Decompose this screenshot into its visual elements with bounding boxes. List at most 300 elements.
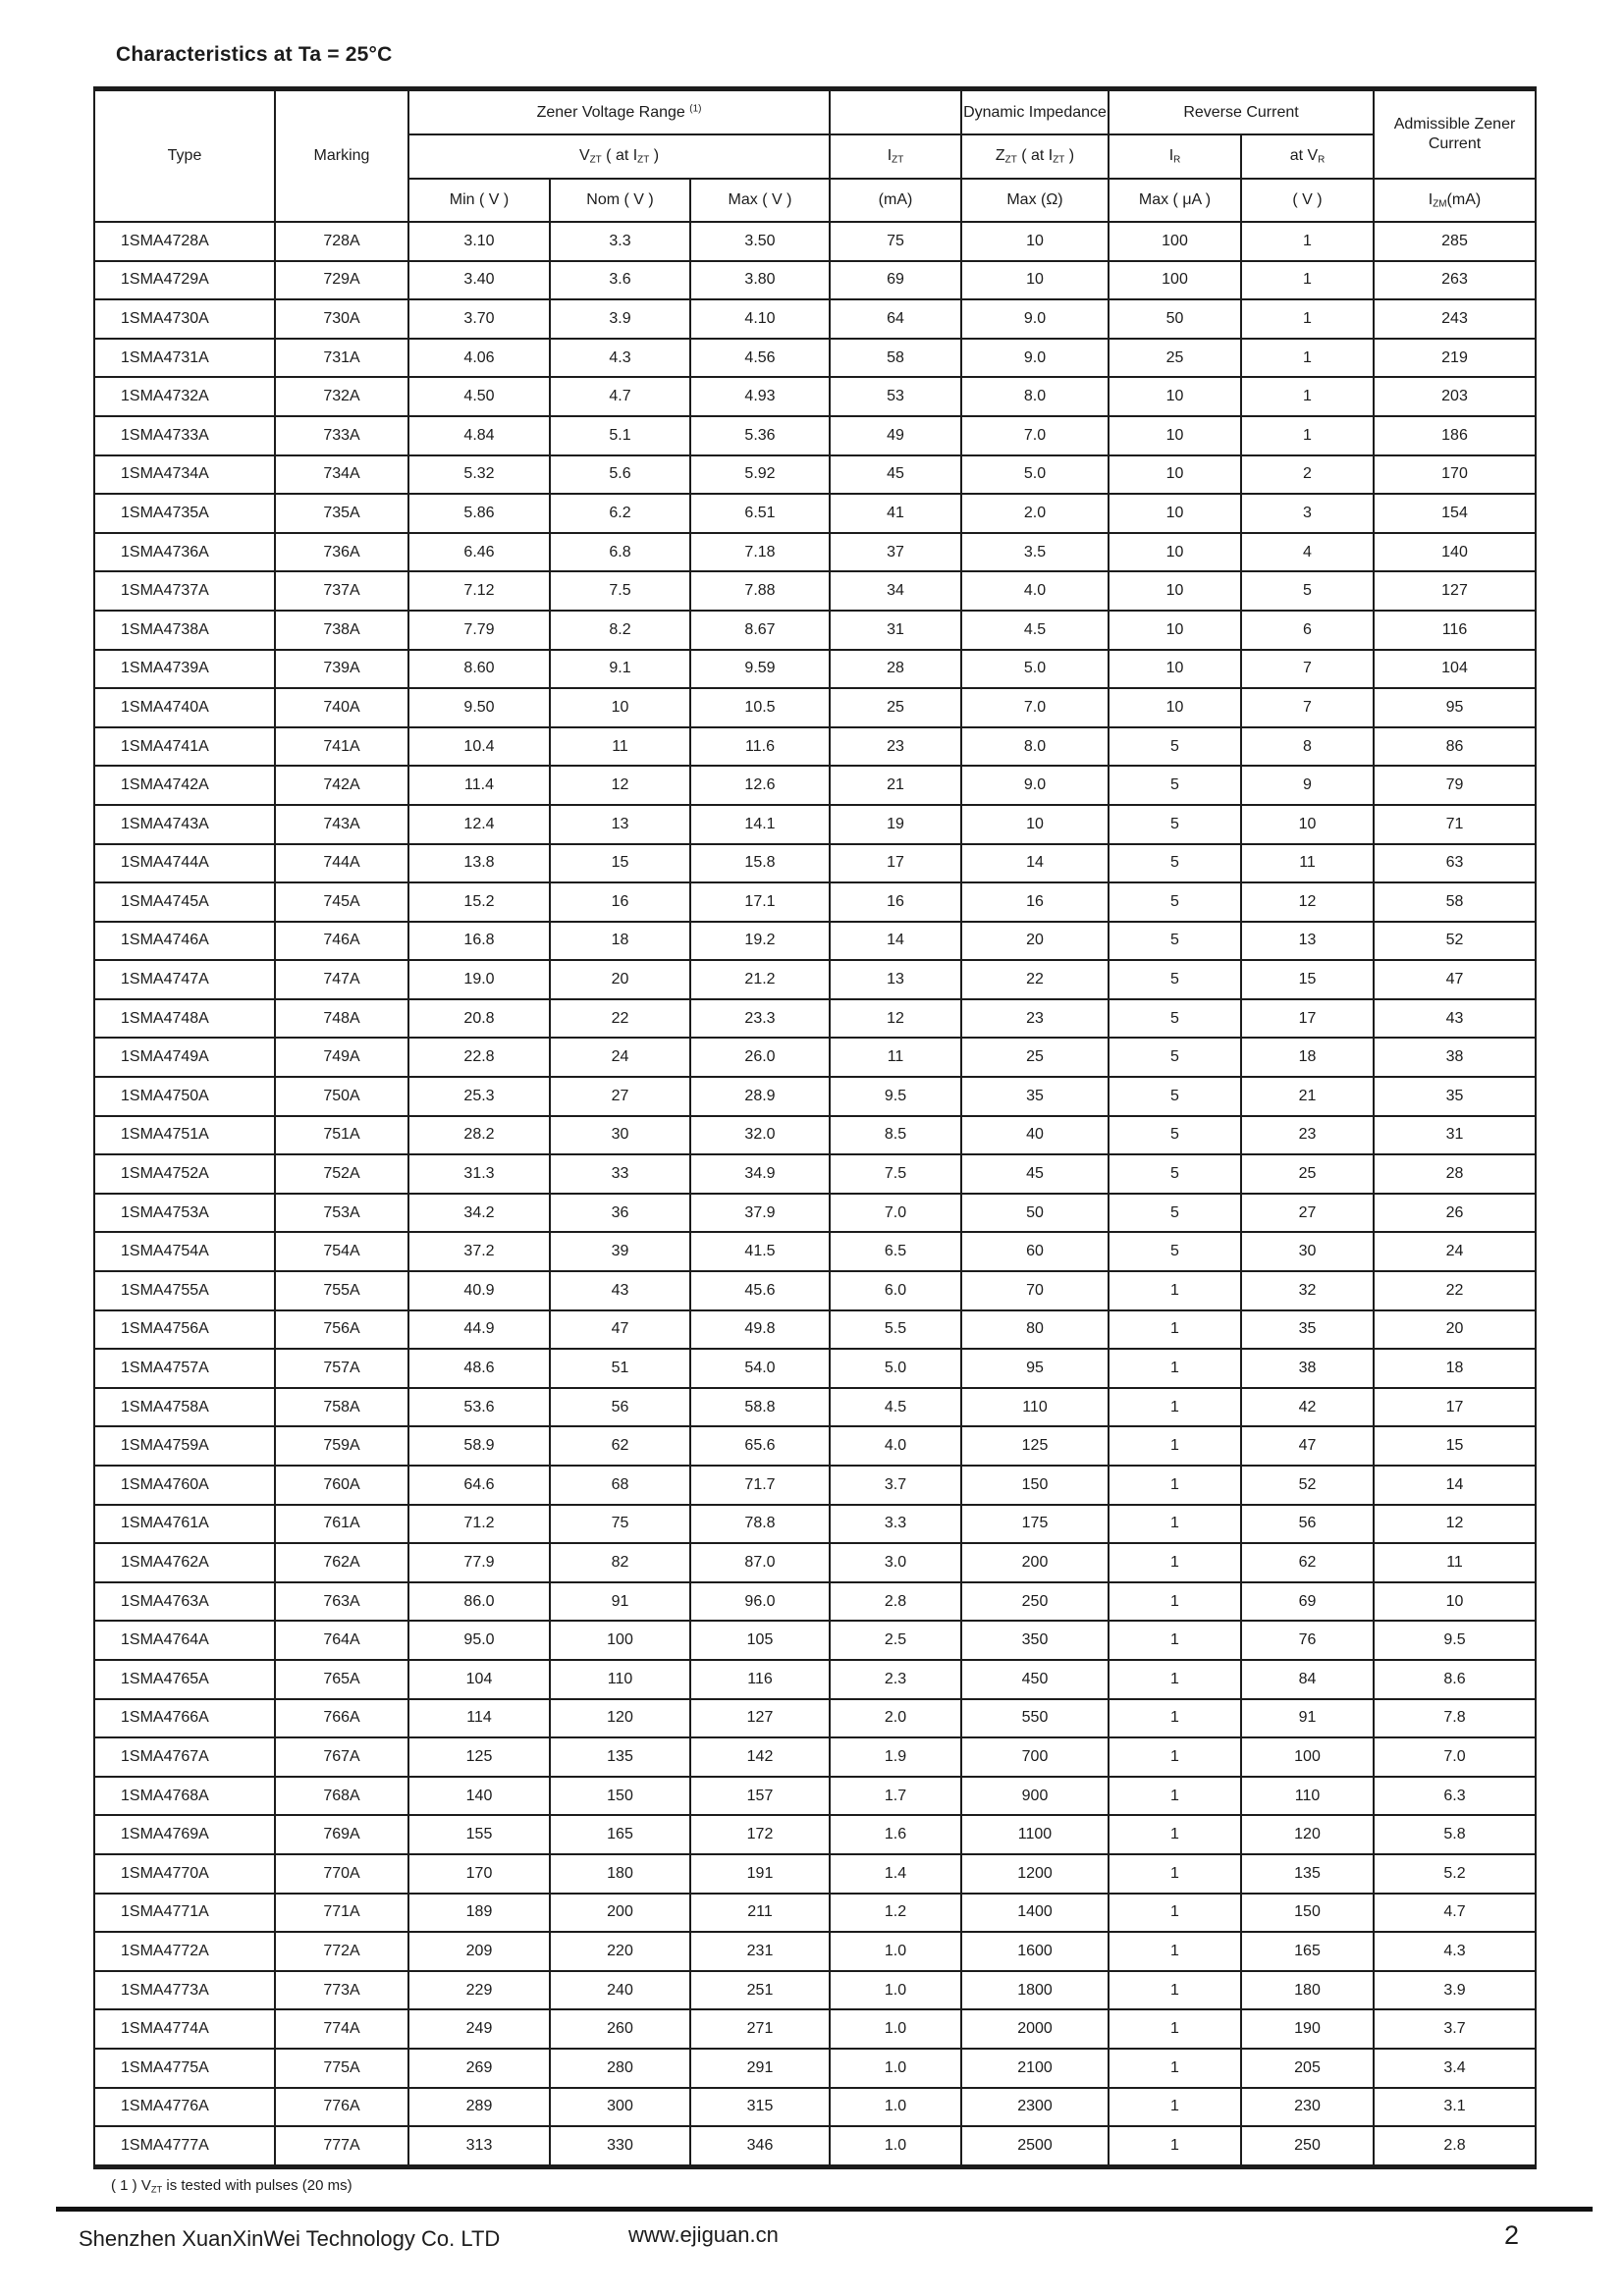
cell-vr-v: 7 (1241, 688, 1374, 727)
cell-izm-ma: 79 (1374, 766, 1536, 805)
cell-zzt-max-ohm: 50 (961, 1194, 1109, 1233)
cell-izm-ma: 5.2 (1374, 1854, 1536, 1894)
cell-vr-v: 12 (1241, 882, 1374, 922)
cell-vr-v: 21 (1241, 1077, 1374, 1116)
cell-vr-v: 38 (1241, 1349, 1374, 1388)
header-max-v: Max ( V ) (690, 179, 830, 222)
cell-izm-ma: 71 (1374, 805, 1536, 844)
footer-company-name: Shenzhen XuanXinWei Technology Co. LTD (79, 2226, 501, 2251)
footnote: ( 1 ) $V_{ZT}$ is tested with pulses (20 ms) (111, 2177, 352, 2195)
cell-zzt-max-ohm: 450 (961, 1660, 1109, 1699)
cell-izm-ma: 14 (1374, 1466, 1536, 1505)
cell-type: 1SMA4730A (94, 299, 275, 339)
cell-marking: 730A (275, 299, 408, 339)
cell-marking: 767A (275, 1737, 408, 1777)
cell-marking: 771A (275, 1894, 408, 1933)
cell-marking: 742A (275, 766, 408, 805)
cell-min-v: 155 (408, 1815, 550, 1854)
cell-ir-max-ua: 5 (1109, 727, 1241, 767)
cell-marking: 731A (275, 339, 408, 378)
cell-max-v: 5.36 (690, 416, 830, 455)
cell-ir-max-ua: 5 (1109, 1154, 1241, 1194)
cell-type: 1SMA4767A (94, 1737, 275, 1777)
cell-ir-max-ua: 1 (1109, 2049, 1241, 2088)
cell-zzt-max-ohm: 23 (961, 999, 1109, 1039)
cell-vr-v: 3 (1241, 494, 1374, 533)
table-row (94, 1426, 1536, 1466)
cell-vr-v: 5 (1241, 571, 1374, 611)
cell-vr-v: 15 (1241, 960, 1374, 999)
cell-nom-v: 8.2 (550, 611, 690, 650)
cell-max-v: 71.7 (690, 1466, 830, 1505)
cell-max-v: 4.10 (690, 299, 830, 339)
cell-zzt-max-ohm: 9.0 (961, 299, 1109, 339)
table-row (94, 1349, 1536, 1388)
cell-marking: 777A (275, 2126, 408, 2166)
cell-vr-v: 42 (1241, 1388, 1374, 1427)
cell-izt-ma: 2.3 (830, 1660, 961, 1699)
cell-nom-v: 120 (550, 1699, 690, 1738)
cell-ir-max-ua: 1 (1109, 2088, 1241, 2127)
cell-izm-ma: 203 (1374, 377, 1536, 416)
cell-ir-max-ua: 5 (1109, 882, 1241, 922)
cell-vr-v: 135 (1241, 1854, 1374, 1894)
cell-vr-v: 30 (1241, 1232, 1374, 1271)
cell-ir-max-ua: 100 (1109, 261, 1241, 300)
header-izt: $I_{ZT}$ (830, 134, 961, 179)
cell-nom-v: 20 (550, 960, 690, 999)
cell-type: 1SMA4768A (94, 1777, 275, 1816)
cell-max-v: 346 (690, 2126, 830, 2166)
cell-zzt-max-ohm: 10 (961, 261, 1109, 300)
header-izt-unit: (mA) (830, 179, 961, 222)
cell-type: 1SMA4746A (94, 922, 275, 961)
cell-max-v: 32.0 (690, 1116, 830, 1155)
cell-izt-ma: 2.0 (830, 1699, 961, 1738)
cell-izt-ma: 3.3 (830, 1505, 961, 1544)
cell-min-v: 53.6 (408, 1388, 550, 1427)
cell-izm-ma: 58 (1374, 882, 1536, 922)
cell-izt-ma: 1.0 (830, 1971, 961, 2010)
cell-marking: 750A (275, 1077, 408, 1116)
cell-vr-v: 180 (1241, 1971, 1374, 2010)
cell-izt-ma: 17 (830, 844, 961, 883)
cell-izm-ma: 219 (1374, 339, 1536, 378)
cell-ir-max-ua: 10 (1109, 650, 1241, 689)
cell-nom-v: 3.9 (550, 299, 690, 339)
cell-ir-max-ua: 1 (1109, 1310, 1241, 1350)
cell-min-v: 40.9 (408, 1271, 550, 1310)
table-row (94, 1971, 1536, 2010)
cell-marking: 734A (275, 455, 408, 495)
cell-zzt-max-ohm: 40 (961, 1116, 1109, 1155)
table-row (94, 1932, 1536, 1971)
table-row (94, 727, 1536, 767)
cell-min-v: 6.46 (408, 533, 550, 572)
cell-min-v: 8.60 (408, 650, 550, 689)
cell-min-v: 15.2 (408, 882, 550, 922)
cell-izt-ma: 31 (830, 611, 961, 650)
cell-min-v: 4.06 (408, 339, 550, 378)
cell-izm-ma: 140 (1374, 533, 1536, 572)
table-header (94, 89, 1536, 223)
cell-marking: 763A (275, 1582, 408, 1622)
cell-ir-max-ua: 5 (1109, 1116, 1241, 1155)
cell-marking: 738A (275, 611, 408, 650)
table-row (94, 1543, 1536, 1582)
cell-min-v: 95.0 (408, 1621, 550, 1660)
cell-type: 1SMA4737A (94, 571, 275, 611)
table-row (94, 416, 1536, 455)
cell-ir-max-ua: 1 (1109, 1271, 1241, 1310)
cell-izt-ma: 5.0 (830, 1349, 961, 1388)
cell-zzt-max-ohm: 350 (961, 1621, 1109, 1660)
cell-izm-ma: 4.7 (1374, 1894, 1536, 1933)
cell-nom-v: 18 (550, 922, 690, 961)
cell-type: 1SMA4763A (94, 1582, 275, 1622)
table-row (94, 494, 1536, 533)
footer-page-number: 2 (1504, 2220, 1520, 2250)
cell-izm-ma: 38 (1374, 1038, 1536, 1077)
cell-izt-ma: 14 (830, 922, 961, 961)
cell-vr-v: 69 (1241, 1582, 1374, 1622)
table-row (94, 1699, 1536, 1738)
table-row (94, 455, 1536, 495)
cell-type: 1SMA4734A (94, 455, 275, 495)
cell-marking: 756A (275, 1310, 408, 1350)
cell-ir-max-ua: 10 (1109, 533, 1241, 572)
table-row (94, 1815, 1536, 1854)
cell-nom-v: 240 (550, 1971, 690, 2010)
cell-izt-ma: 1.4 (830, 1854, 961, 1894)
cell-vr-v: 1 (1241, 377, 1374, 416)
table-row (94, 2009, 1536, 2049)
cell-izt-ma: 3.0 (830, 1543, 961, 1582)
cell-marking: 741A (275, 727, 408, 767)
cell-min-v: 10.4 (408, 727, 550, 767)
cell-izm-ma: 104 (1374, 650, 1536, 689)
cell-nom-v: 56 (550, 1388, 690, 1427)
cell-izm-ma: 28 (1374, 1154, 1536, 1194)
cell-izm-ma: 3.4 (1374, 2049, 1536, 2088)
cell-max-v: 26.0 (690, 1038, 830, 1077)
cell-vr-v: 110 (1241, 1777, 1374, 1816)
cell-max-v: 315 (690, 2088, 830, 2127)
cell-zzt-max-ohm: 10 (961, 222, 1109, 261)
cell-marking: 772A (275, 1932, 408, 1971)
cell-type: 1SMA4733A (94, 416, 275, 455)
cell-type: 1SMA4750A (94, 1077, 275, 1116)
cell-max-v: 142 (690, 1737, 830, 1777)
cell-vr-v: 6 (1241, 611, 1374, 650)
cell-nom-v: 6.2 (550, 494, 690, 533)
cell-max-v: 4.93 (690, 377, 830, 416)
header-marking: Marking (275, 89, 408, 223)
cell-ir-max-ua: 10 (1109, 377, 1241, 416)
cell-nom-v: 9.1 (550, 650, 690, 689)
cell-nom-v: 4.3 (550, 339, 690, 378)
cell-type: 1SMA4738A (94, 611, 275, 650)
cell-zzt-max-ohm: 60 (961, 1232, 1109, 1271)
cell-nom-v: 5.6 (550, 455, 690, 495)
cell-min-v: 4.50 (408, 377, 550, 416)
cell-ir-max-ua: 1 (1109, 1777, 1241, 1816)
cell-type: 1SMA4774A (94, 2009, 275, 2049)
cell-vr-v: 25 (1241, 1154, 1374, 1194)
cell-izt-ma: 4.0 (830, 1426, 961, 1466)
cell-max-v: 21.2 (690, 960, 830, 999)
cell-vr-v: 205 (1241, 2049, 1374, 2088)
cell-izt-ma: 9.5 (830, 1077, 961, 1116)
table-row (94, 1777, 1536, 1816)
cell-izm-ma: 154 (1374, 494, 1536, 533)
cell-type: 1SMA4755A (94, 1271, 275, 1310)
cell-type: 1SMA4735A (94, 494, 275, 533)
cell-type: 1SMA4752A (94, 1154, 275, 1194)
table-row (94, 2088, 1536, 2127)
cell-vr-v: 4 (1241, 533, 1374, 572)
cell-nom-v: 330 (550, 2126, 690, 2166)
cell-izm-ma: 4.3 (1374, 1932, 1536, 1971)
cell-izm-ma: 6.3 (1374, 1777, 1536, 1816)
cell-marking: 739A (275, 650, 408, 689)
cell-marking: 728A (275, 222, 408, 261)
cell-nom-v: 13 (550, 805, 690, 844)
cell-izt-ma: 6.5 (830, 1232, 961, 1271)
cell-izm-ma: 3.1 (1374, 2088, 1536, 2127)
cell-min-v: 44.9 (408, 1310, 550, 1350)
cell-vr-v: 1 (1241, 416, 1374, 455)
cell-type: 1SMA4749A (94, 1038, 275, 1077)
cell-marking: 753A (275, 1194, 408, 1233)
cell-nom-v: 16 (550, 882, 690, 922)
cell-nom-v: 200 (550, 1894, 690, 1933)
cell-max-v: 10.5 (690, 688, 830, 727)
cell-type: 1SMA4742A (94, 766, 275, 805)
cell-ir-max-ua: 25 (1109, 339, 1241, 378)
cell-izm-ma: 24 (1374, 1232, 1536, 1271)
cell-vr-v: 165 (1241, 1932, 1374, 1971)
cell-type: 1SMA4740A (94, 688, 275, 727)
cell-vr-v: 1 (1241, 261, 1374, 300)
cell-nom-v: 43 (550, 1271, 690, 1310)
table-row (94, 1854, 1536, 1894)
cell-zzt-max-ohm: 8.0 (961, 727, 1109, 767)
cell-type: 1SMA4756A (94, 1310, 275, 1350)
cell-marking: 755A (275, 1271, 408, 1310)
header-vzt: $V_{ZT}$ ( at $I_{ZT}$ ) (408, 134, 830, 179)
cell-izt-ma: 13 (830, 960, 961, 999)
cell-type: 1SMA4751A (94, 1116, 275, 1155)
cell-zzt-max-ohm: 2300 (961, 2088, 1109, 2127)
cell-marking: 740A (275, 688, 408, 727)
cell-vr-v: 9 (1241, 766, 1374, 805)
cell-max-v: 87.0 (690, 1543, 830, 1582)
cell-type: 1SMA4762A (94, 1543, 275, 1582)
cell-marking: 746A (275, 922, 408, 961)
cell-zzt-max-ohm: 25 (961, 1038, 1109, 1077)
cell-ir-max-ua: 1 (1109, 1971, 1241, 2010)
cell-type: 1SMA4769A (94, 1815, 275, 1854)
cell-ir-max-ua: 1 (1109, 1349, 1241, 1388)
cell-nom-v: 91 (550, 1582, 690, 1622)
cell-zzt-max-ohm: 16 (961, 882, 1109, 922)
table-row (94, 339, 1536, 378)
table-row (94, 1737, 1536, 1777)
cell-min-v: 209 (408, 1932, 550, 1971)
cell-nom-v: 30 (550, 1116, 690, 1155)
cell-marking: 752A (275, 1154, 408, 1194)
cell-ir-max-ua: 5 (1109, 844, 1241, 883)
cell-marking: 743A (275, 805, 408, 844)
cell-ir-max-ua: 1 (1109, 1894, 1241, 1933)
cell-nom-v: 7.5 (550, 571, 690, 611)
cell-ir-max-ua: 1 (1109, 1737, 1241, 1777)
cell-izt-ma: 8.5 (830, 1116, 961, 1155)
cell-zzt-max-ohm: 80 (961, 1310, 1109, 1350)
cell-vr-v: 150 (1241, 1894, 1374, 1933)
cell-min-v: 3.10 (408, 222, 550, 261)
cell-izt-ma: 1.2 (830, 1894, 961, 1933)
cell-vr-v: 100 (1241, 1737, 1374, 1777)
cell-nom-v: 39 (550, 1232, 690, 1271)
cell-vr-v: 84 (1241, 1660, 1374, 1699)
cell-zzt-max-ohm: 125 (961, 1426, 1109, 1466)
cell-max-v: 41.5 (690, 1232, 830, 1271)
cell-max-v: 15.8 (690, 844, 830, 883)
cell-nom-v: 68 (550, 1466, 690, 1505)
cell-min-v: 58.9 (408, 1426, 550, 1466)
cell-nom-v: 27 (550, 1077, 690, 1116)
cell-zzt-max-ohm: 1400 (961, 1894, 1109, 1933)
cell-vr-v: 56 (1241, 1505, 1374, 1544)
cell-zzt-max-ohm: 250 (961, 1582, 1109, 1622)
cell-zzt-max-ohm: 1800 (961, 1971, 1109, 2010)
cell-max-v: 96.0 (690, 1582, 830, 1622)
cell-type: 1SMA4770A (94, 1854, 275, 1894)
cell-max-v: 127 (690, 1699, 830, 1738)
cell-nom-v: 220 (550, 1932, 690, 1971)
cell-izt-ma: 2.8 (830, 1582, 961, 1622)
cell-zzt-max-ohm: 5.0 (961, 455, 1109, 495)
cell-marking: 762A (275, 1543, 408, 1582)
cell-max-v: 54.0 (690, 1349, 830, 1388)
cell-min-v: 170 (408, 1854, 550, 1894)
cell-nom-v: 6.8 (550, 533, 690, 572)
cell-vr-v: 23 (1241, 1116, 1374, 1155)
table-row (94, 533, 1536, 572)
cell-nom-v: 62 (550, 1426, 690, 1466)
cell-nom-v: 260 (550, 2009, 690, 2049)
cell-ir-max-ua: 5 (1109, 805, 1241, 844)
cell-vr-v: 190 (1241, 2009, 1374, 2049)
cell-vr-v: 18 (1241, 1038, 1374, 1077)
cell-izt-ma: 53 (830, 377, 961, 416)
cell-vr-v: 13 (1241, 922, 1374, 961)
cell-type: 1SMA4758A (94, 1388, 275, 1427)
cell-min-v: 3.40 (408, 261, 550, 300)
cell-izm-ma: 47 (1374, 960, 1536, 999)
cell-izt-ma: 1.0 (830, 2009, 961, 2049)
cell-type: 1SMA4766A (94, 1699, 275, 1738)
table-row (94, 882, 1536, 922)
cell-zzt-max-ohm: 22 (961, 960, 1109, 999)
cell-ir-max-ua: 1 (1109, 1699, 1241, 1738)
cell-marking: 758A (275, 1388, 408, 1427)
table-row (94, 222, 1536, 261)
cell-marking: 748A (275, 999, 408, 1039)
table-row (94, 805, 1536, 844)
cell-izm-ma: 5.8 (1374, 1815, 1536, 1854)
cell-zzt-max-ohm: 7.0 (961, 416, 1109, 455)
cell-izm-ma: 26 (1374, 1194, 1536, 1233)
cell-izt-ma: 1.0 (830, 2049, 961, 2088)
cell-max-v: 7.88 (690, 571, 830, 611)
table-row (94, 1154, 1536, 1194)
cell-izm-ma: 170 (1374, 455, 1536, 495)
cell-max-v: 172 (690, 1815, 830, 1854)
header-izt-blank (830, 89, 961, 135)
cell-min-v: 16.8 (408, 922, 550, 961)
table-row (94, 2126, 1536, 2166)
cell-min-v: 114 (408, 1699, 550, 1738)
cell-marking: 736A (275, 533, 408, 572)
header-ir: $I_R$ (1109, 134, 1241, 179)
cell-type: 1SMA4765A (94, 1660, 275, 1699)
cell-izt-ma: 7.0 (830, 1194, 961, 1233)
cell-ir-max-ua: 5 (1109, 1077, 1241, 1116)
cell-izt-ma: 19 (830, 805, 961, 844)
cell-izm-ma: 7.0 (1374, 1737, 1536, 1777)
cell-min-v: 9.50 (408, 688, 550, 727)
table-body (94, 222, 1536, 2166)
cell-min-v: 25.3 (408, 1077, 550, 1116)
cell-vr-v: 7 (1241, 650, 1374, 689)
cell-izm-ma: 18 (1374, 1349, 1536, 1388)
cell-min-v: 48.6 (408, 1349, 550, 1388)
cell-vr-v: 1 (1241, 339, 1374, 378)
cell-zzt-max-ohm: 175 (961, 1505, 1109, 1544)
cell-izm-ma: 116 (1374, 611, 1536, 650)
table-row (94, 1466, 1536, 1505)
cell-izm-ma: 35 (1374, 1077, 1536, 1116)
cell-marking: 751A (275, 1116, 408, 1155)
cell-marking: 747A (275, 960, 408, 999)
cell-ir-max-ua: 5 (1109, 766, 1241, 805)
cell-izt-ma: 11 (830, 1038, 961, 1077)
cell-izm-ma: 8.6 (1374, 1660, 1536, 1699)
cell-marking: 749A (275, 1038, 408, 1077)
cell-vr-v: 27 (1241, 1194, 1374, 1233)
cell-ir-max-ua: 10 (1109, 494, 1241, 533)
cell-ir-max-ua: 1 (1109, 1932, 1241, 1971)
cell-max-v: 231 (690, 1932, 830, 1971)
cell-izt-ma: 64 (830, 299, 961, 339)
cell-ir-max-ua: 1 (1109, 1426, 1241, 1466)
cell-izm-ma: 17 (1374, 1388, 1536, 1427)
cell-max-v: 105 (690, 1621, 830, 1660)
cell-min-v: 5.32 (408, 455, 550, 495)
cell-nom-v: 300 (550, 2088, 690, 2127)
cell-zzt-max-ohm: 2000 (961, 2009, 1109, 2049)
cell-izm-ma: 3.7 (1374, 2009, 1536, 2049)
header-dynamic-impedance: Dynamic Impedance (961, 89, 1109, 135)
cell-vr-v: 76 (1241, 1621, 1374, 1660)
cell-izm-ma: 3.9 (1374, 1971, 1536, 2010)
cell-type: 1SMA4777A (94, 2126, 275, 2166)
cell-ir-max-ua: 10 (1109, 611, 1241, 650)
cell-nom-v: 3.3 (550, 222, 690, 261)
